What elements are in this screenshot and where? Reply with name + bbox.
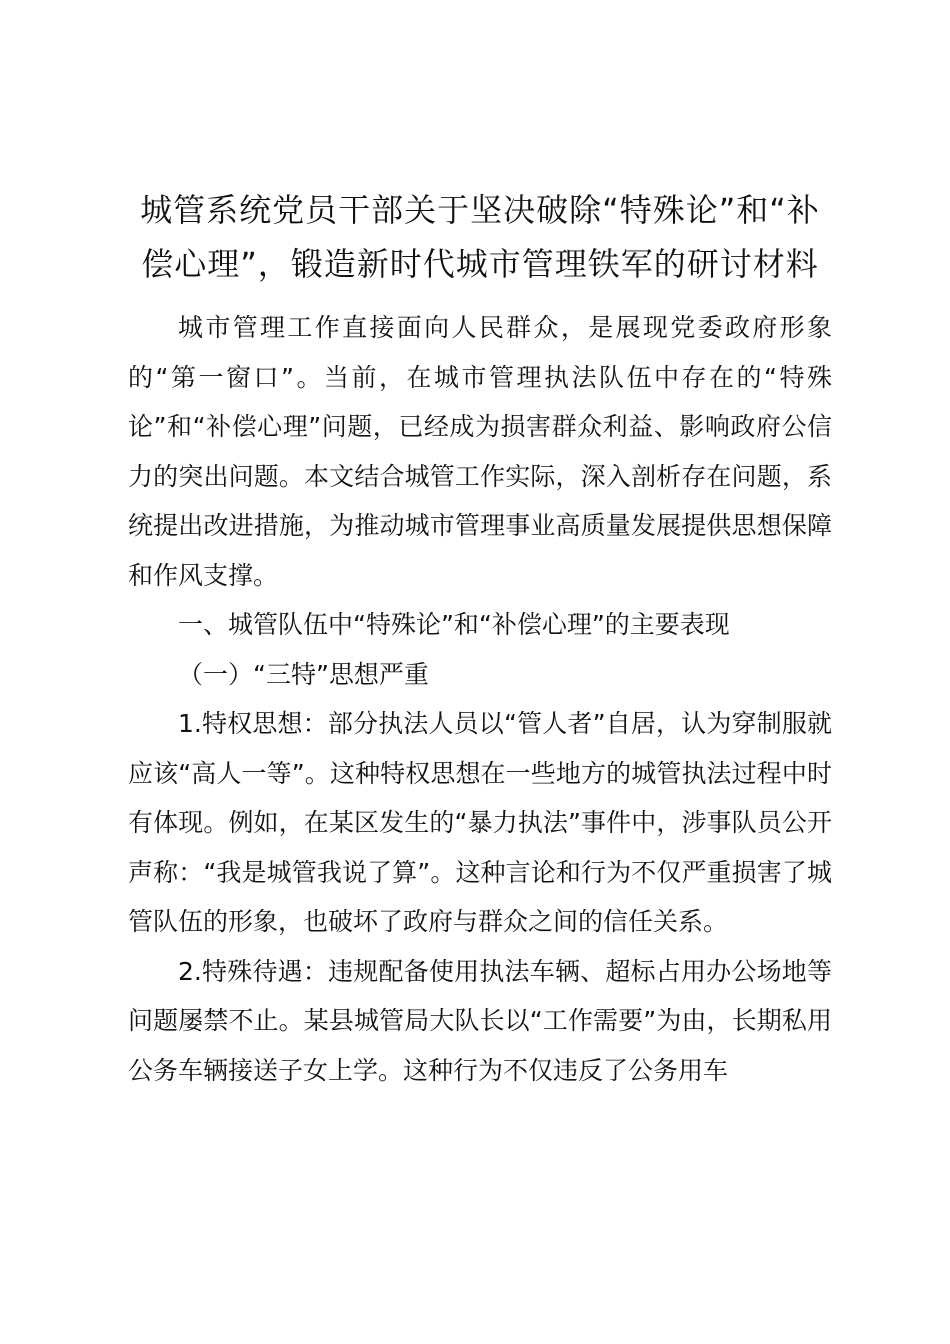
document-title: 城管系统党员干部关于坚决破除“特殊论”和“补偿心理”，锻造新时代城市管理铁军的研讨材料 xyxy=(140,191,820,283)
document-body xyxy=(128,183,832,1095)
subsection-heading: （一）“三特”思想严重 xyxy=(178,659,429,689)
intro-paragraph: 城市管理工作直接面向人民群众，是展现党委政府形象的“第一窗口”。当前，在城市管理执法队伍中存在的“特殊论”和“补偿心理”问题，已经成为损害群众利益、影响政府公信力的突出问题。本文结合城管工作实际，深入剖析存在问题，系统提出改进措施，为推动城市管理事业高质量发展提供思想保障和作风支撑。 xyxy=(128,313,832,590)
item-paragraph-1: 1.特权思想：部分执法人员以“管人者”自居，认为穿制服就应该“高人一等”。这种特权思想在一些地方的城管执法过程中时有体现。例如，在某区发生的“暴力执法”事件中，涉事队员公开声称：“我是城管我说了算”。这种言论和行为不仅严重损害了城管队伍的形象，也破坏了政府与群众之间的信任关系。 xyxy=(128,709,832,936)
section-heading: 一、城管队伍中“特殊论”和“补偿心理”的主要表现 xyxy=(178,610,730,639)
item-paragraph-2: 2.特殊待遇：违规配备使用执法车辆、超标占用办公场地等问题屡禁不止。某县城管局大队长以“工作需要”为由，长期私用公务车辆接送子女上学。这种行为不仅违反了公务用车 xyxy=(128,956,832,1085)
